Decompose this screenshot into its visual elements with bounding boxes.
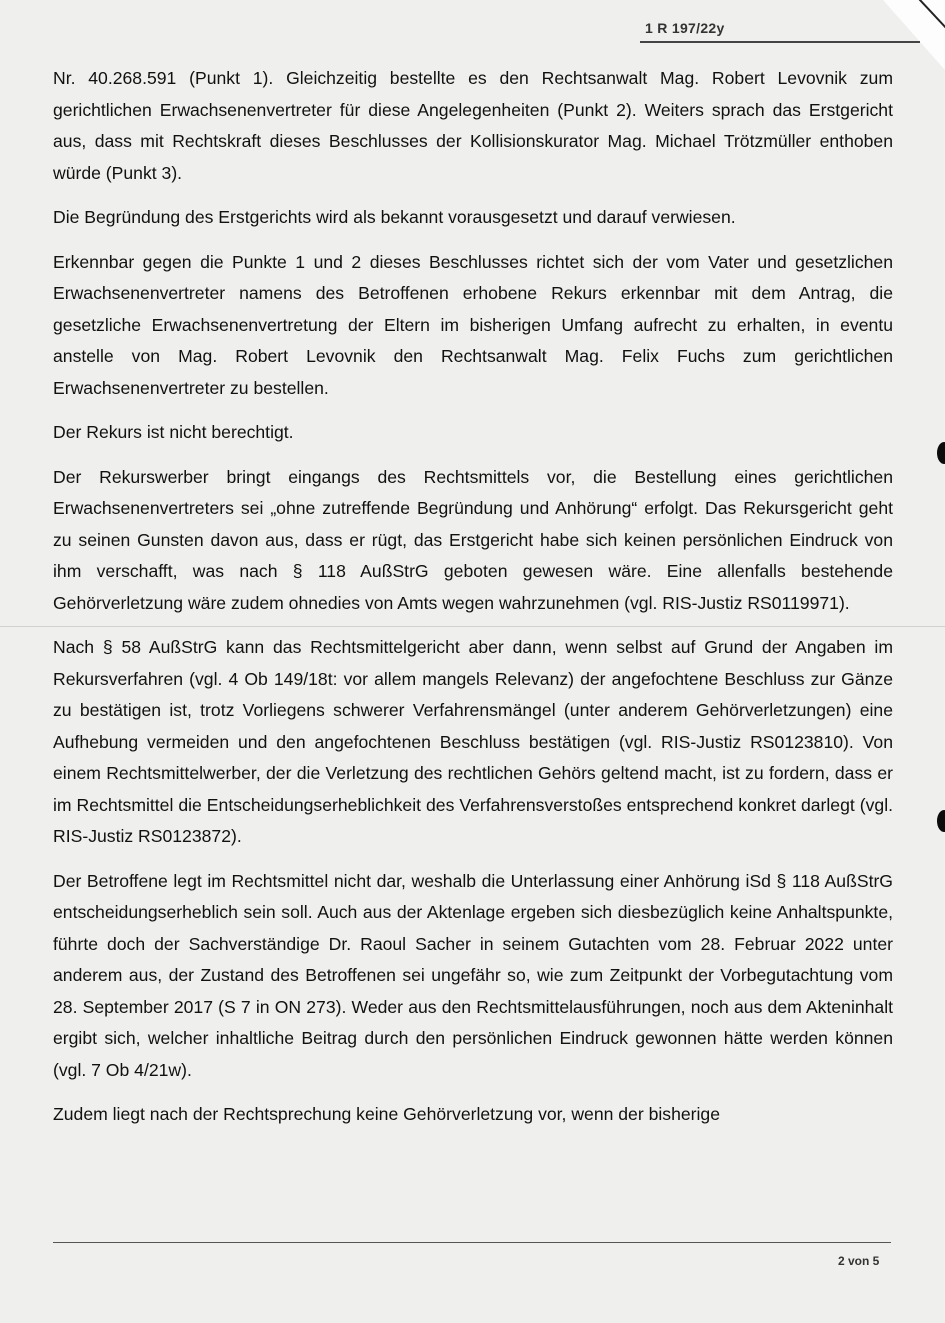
punch-hole	[937, 442, 945, 464]
paragraph-7: Der Betroffene legt im Rechtsmittel nicht dar, weshalb die Unterlassung einer Anhörung iSd § 118 AußStrG entscheidungserheblich sein soll. Auch aus der Aktenlage ergeben sich diesbezüglich keine Anhaltspunkte, führte doch der Sachverständige Dr. Raoul Sacher in seinem Gutachten vom 28. Februar 2022 unter anderem aus, der Zustand des Betroffenen sei ungefähr so, wie zum Zeitpunkt der Vorbegutachtung vom 28. September 2017 (S 7 in ON 273). Weder aus den Rechtsmittelausführungen, noch aus dem Akteninhalt ergibt sich, welcher inhaltliche Beitrag durch den persönlichen Eindruck gewonnen hätte werden können (vgl. 7 Ob 4/21w).	[53, 870, 893, 1080]
paragraph-6: Nach § 58 AußStrG kann das Rechtsmittelgericht aber dann, wenn selbst auf Grund der Angaben im Rekursverfahren (vgl. 4 Ob 149/18t: vor allem mangels Relevanz) der angefochtene Beschluss zur Gänze zu bestätigen ist, trotz Vorliegens schwerer Verfahrensmängel (unter anderem Gehörverletzungen) eine Aufhebung vermeiden und den angefochtenen Beschluss bestätigen (vgl. RIS-Justiz RS0123810). Von einem Rechtsmittelwerber, der die Verletzung des rechtlichen Gehörs geltend macht, ist zu fordern, dass er im Rechtsmittel die Entscheidungserheblichkeit des Verfahrensverstoßes entsprechend konkret darlegt (vgl. RIS-Justiz RS0123872).	[53, 637, 893, 846]
paragraph-3: Erkennbar gegen die Punkte 1 und 2 dieses Beschlusses richtet sich der vom Vater und gesetzlichen Erwachsenenvertreter namens des Betroffenen erhobene Rekurs erkennbar mit dem Antrag, die gesetzliche Erwachsenenvertretung der Eltern im bisherigen Umfang aufrecht zu erhalten, in eventu anstelle von Mag. Robert Levovnik den Rechtsanwalt Mag. Felix Fuchs zum gerichtlichen Erwachsenenvertreter zu bestellen.	[53, 251, 893, 398]
paragraph-1: Nr. 40.268.591 (Punkt 1). Gleichzeitig bestellte es den Rechtsanwalt Mag. Robert Levovnik zum gerichtlichen Erwachsenenvertreter für diese Angelegenheiten (Punkt 2). Weiters sprach das Erstgericht aus, dass mit Rechtskraft dieses Beschlusses der Kollisionskurator Mag. Michael Trötzmüller enthoben würde (Punkt 3).	[53, 68, 893, 183]
paragraph-4: Der Rekurs ist nicht berechtigt.	[53, 422, 294, 442]
header-rule	[640, 41, 920, 43]
folded-corner	[883, 0, 945, 70]
paragraph-2: Die Begründung des Erstgerichts wird als bekannt vorausgesetzt und darauf verwiesen.	[53, 207, 736, 227]
punch-hole	[937, 810, 945, 832]
page-number: 2 von 5	[838, 1254, 880, 1268]
paragraph-8: Zudem liegt nach der Rechtsprechung keine Gehörverletzung vor, wenn der bisherige	[53, 1104, 720, 1124]
footer-rule	[53, 1242, 891, 1243]
paragraph-5: Der Rekurswerber bringt eingangs des Rechtsmittels vor, die Bestellung eines gerichtlichen Erwachsenenvertreters sei „ohne zutreffende Begründung und Anhörung“ erfolgt. Das Rekursgericht geht zu seinen Gunsten davon aus, dass er rügt, das Erstgericht habe sich keinen persönlichen Eindruck von ihm verschafft, was nach § 118 AußStrG geboten gewesen wäre. Eine allenfalls bestehende Gehörverletzung wäre zudem ohnedies von Amts wegen wahrzunehmen (vgl. RIS-Justiz RS0119971).	[53, 466, 893, 613]
case-reference: 1 R 197/22y	[645, 20, 725, 36]
document-body	[53, 63, 893, 1144]
